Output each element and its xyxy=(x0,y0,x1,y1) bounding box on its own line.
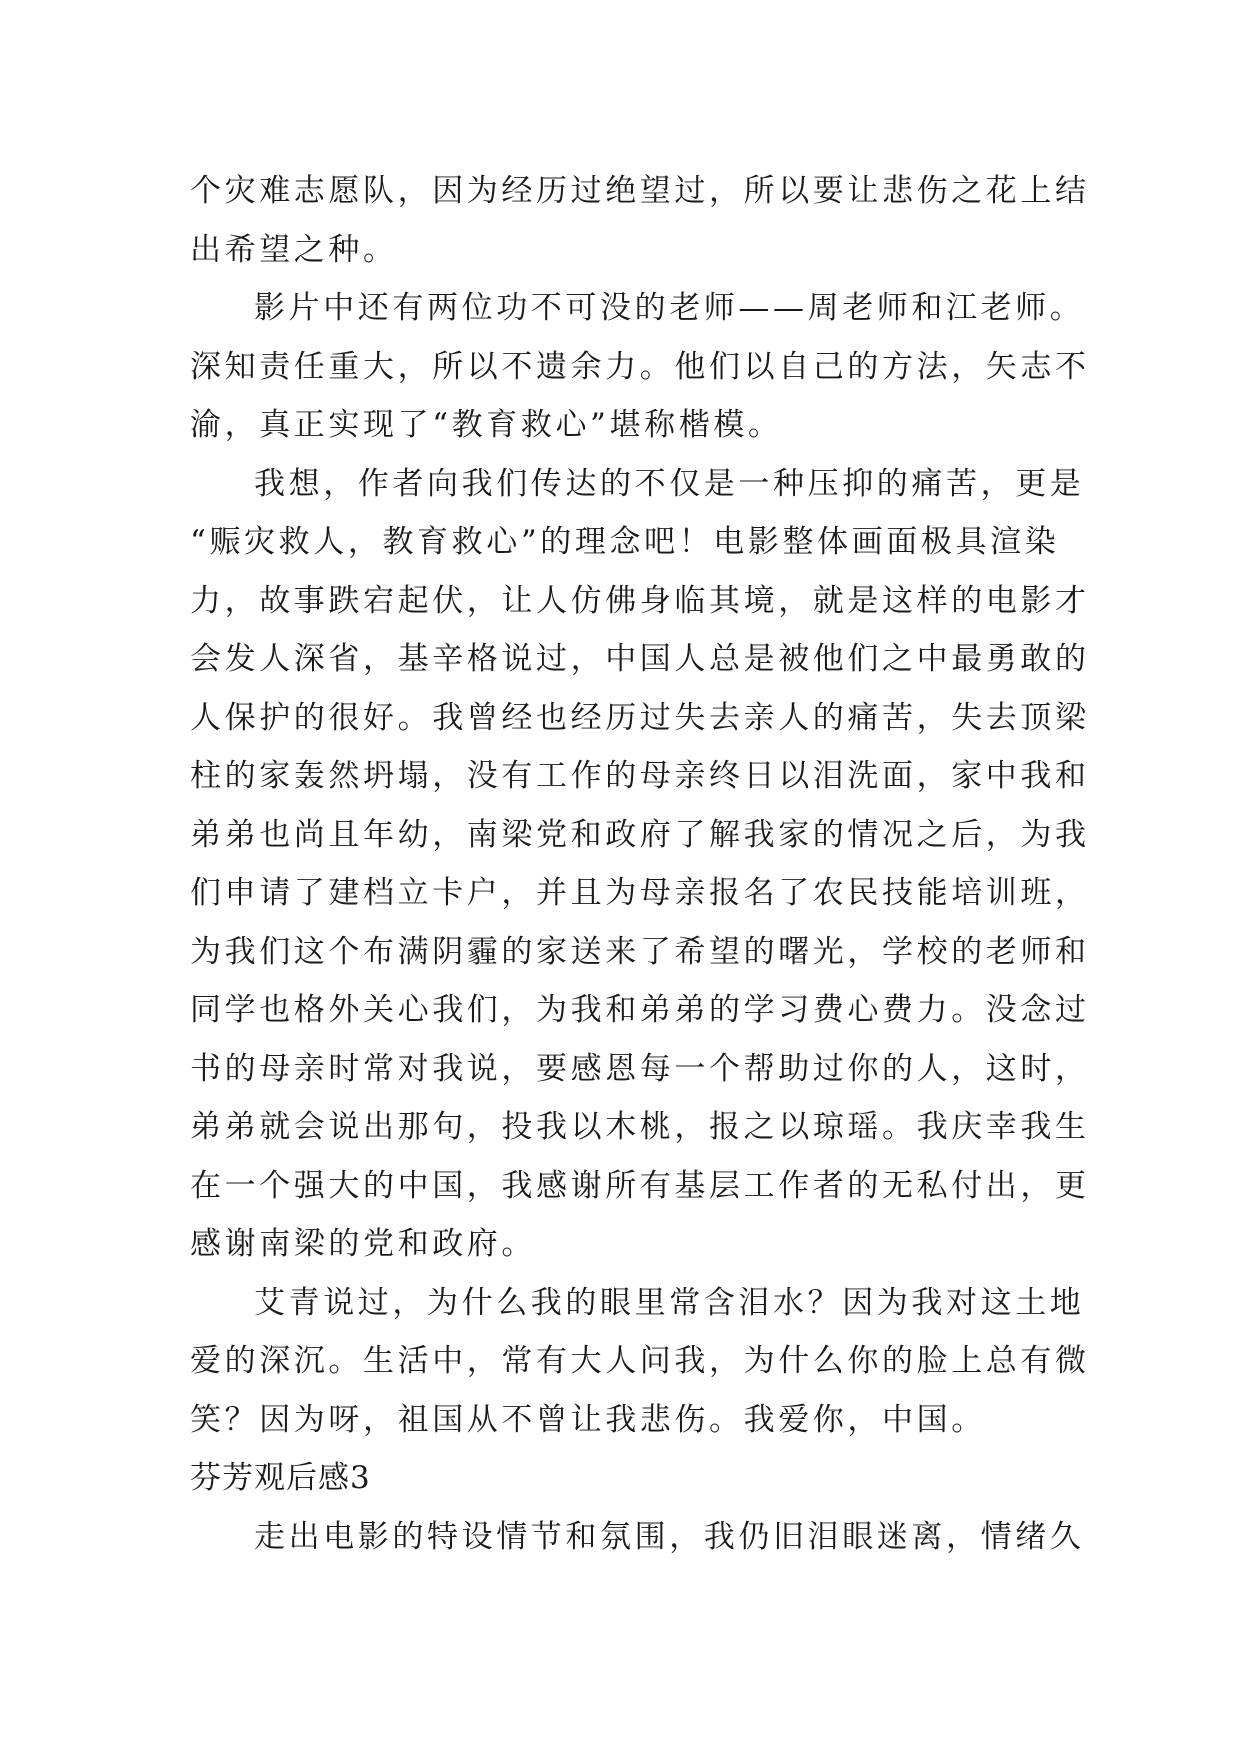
text-line: “赈灾救人，教育救心”的理念吧！电影整体画面极具渲染 xyxy=(190,524,1060,560)
section-heading: 芬芳观后感3 xyxy=(190,1460,371,1496)
text-line: 会发人深省，基辛格说过，中国人总是被他们之中最勇敢的 xyxy=(190,641,1090,677)
paragraph-start-line: 走出电影的特设情节和氛围，我仍旧泪眼迷离，情绪久 xyxy=(254,1518,1085,1555)
text-line: 同学也格外关心我们，为我和弟弟的学习费心费力。没念过 xyxy=(190,992,1090,1028)
paragraph-start-line: 艾青说过，为什么我的眼里常含泪水？因为我对这土地 xyxy=(254,1284,1085,1321)
text-line: 深知责任重大，所以不遗余力。他们以自己的方法，矢志不 xyxy=(190,348,1090,385)
text-line: 出希望之种。 xyxy=(190,231,398,268)
text-line: 感谢南梁的党和政府。 xyxy=(190,1226,536,1262)
text-line: 柱的家轰然坍塌，没有工作的母亲终日以泪洗面，家中我和 xyxy=(190,758,1090,794)
text-line: 书的母亲时常对我说，要感恩每一个帮助过你的人，这时， xyxy=(190,1050,1090,1087)
text-line: 弟弟就会说出那句，投我以木桃，报之以琼瑶。我庆幸我生 xyxy=(190,1109,1090,1145)
text-line: 力，故事跌宕起伏，让人仿佛身临其境，就是这样的电影才 xyxy=(190,582,1090,619)
paragraph-start-line: 影片中还有两位功不可没的老师——周老师和江老师。 xyxy=(254,290,1085,326)
text-line: 为我们这个布满阴霾的家送来了希望的曙光，学校的老师和 xyxy=(190,933,1090,970)
text-line: 渝，真正实现了“教育救心”堪称楷模。 xyxy=(190,407,783,443)
text-line: 人保护的很好。我曾经也经历过失去亲人的痛苦，失去顶梁 xyxy=(190,699,1090,736)
text-line: 爱的深沉。生活中，常有大人问我，为什么你的脸上总有微 xyxy=(190,1343,1090,1379)
text-line: 在一个强大的中国，我感谢所有基层工作者的无私付出，更 xyxy=(190,1167,1090,1204)
text-line: 个灾难志愿队，因为经历过绝望过，所以要让悲伤之花上结 xyxy=(190,173,1090,209)
text-line: 们申请了建档立卡户，并且为母亲报名了农民技能培训班， xyxy=(190,875,1090,911)
text-line: 笑？因为呀，祖国从不曾让我悲伤。我爱你，中国。 xyxy=(190,1401,986,1438)
document-body xyxy=(190,162,1090,1566)
paragraph-start-line: 我想，作者向我们传达的不仅是一种压抑的痛苦，更是 xyxy=(254,465,1085,502)
text-line: 弟弟也尚且年幼，南梁党和政府了解我家的情况之后，为我 xyxy=(190,816,1090,853)
